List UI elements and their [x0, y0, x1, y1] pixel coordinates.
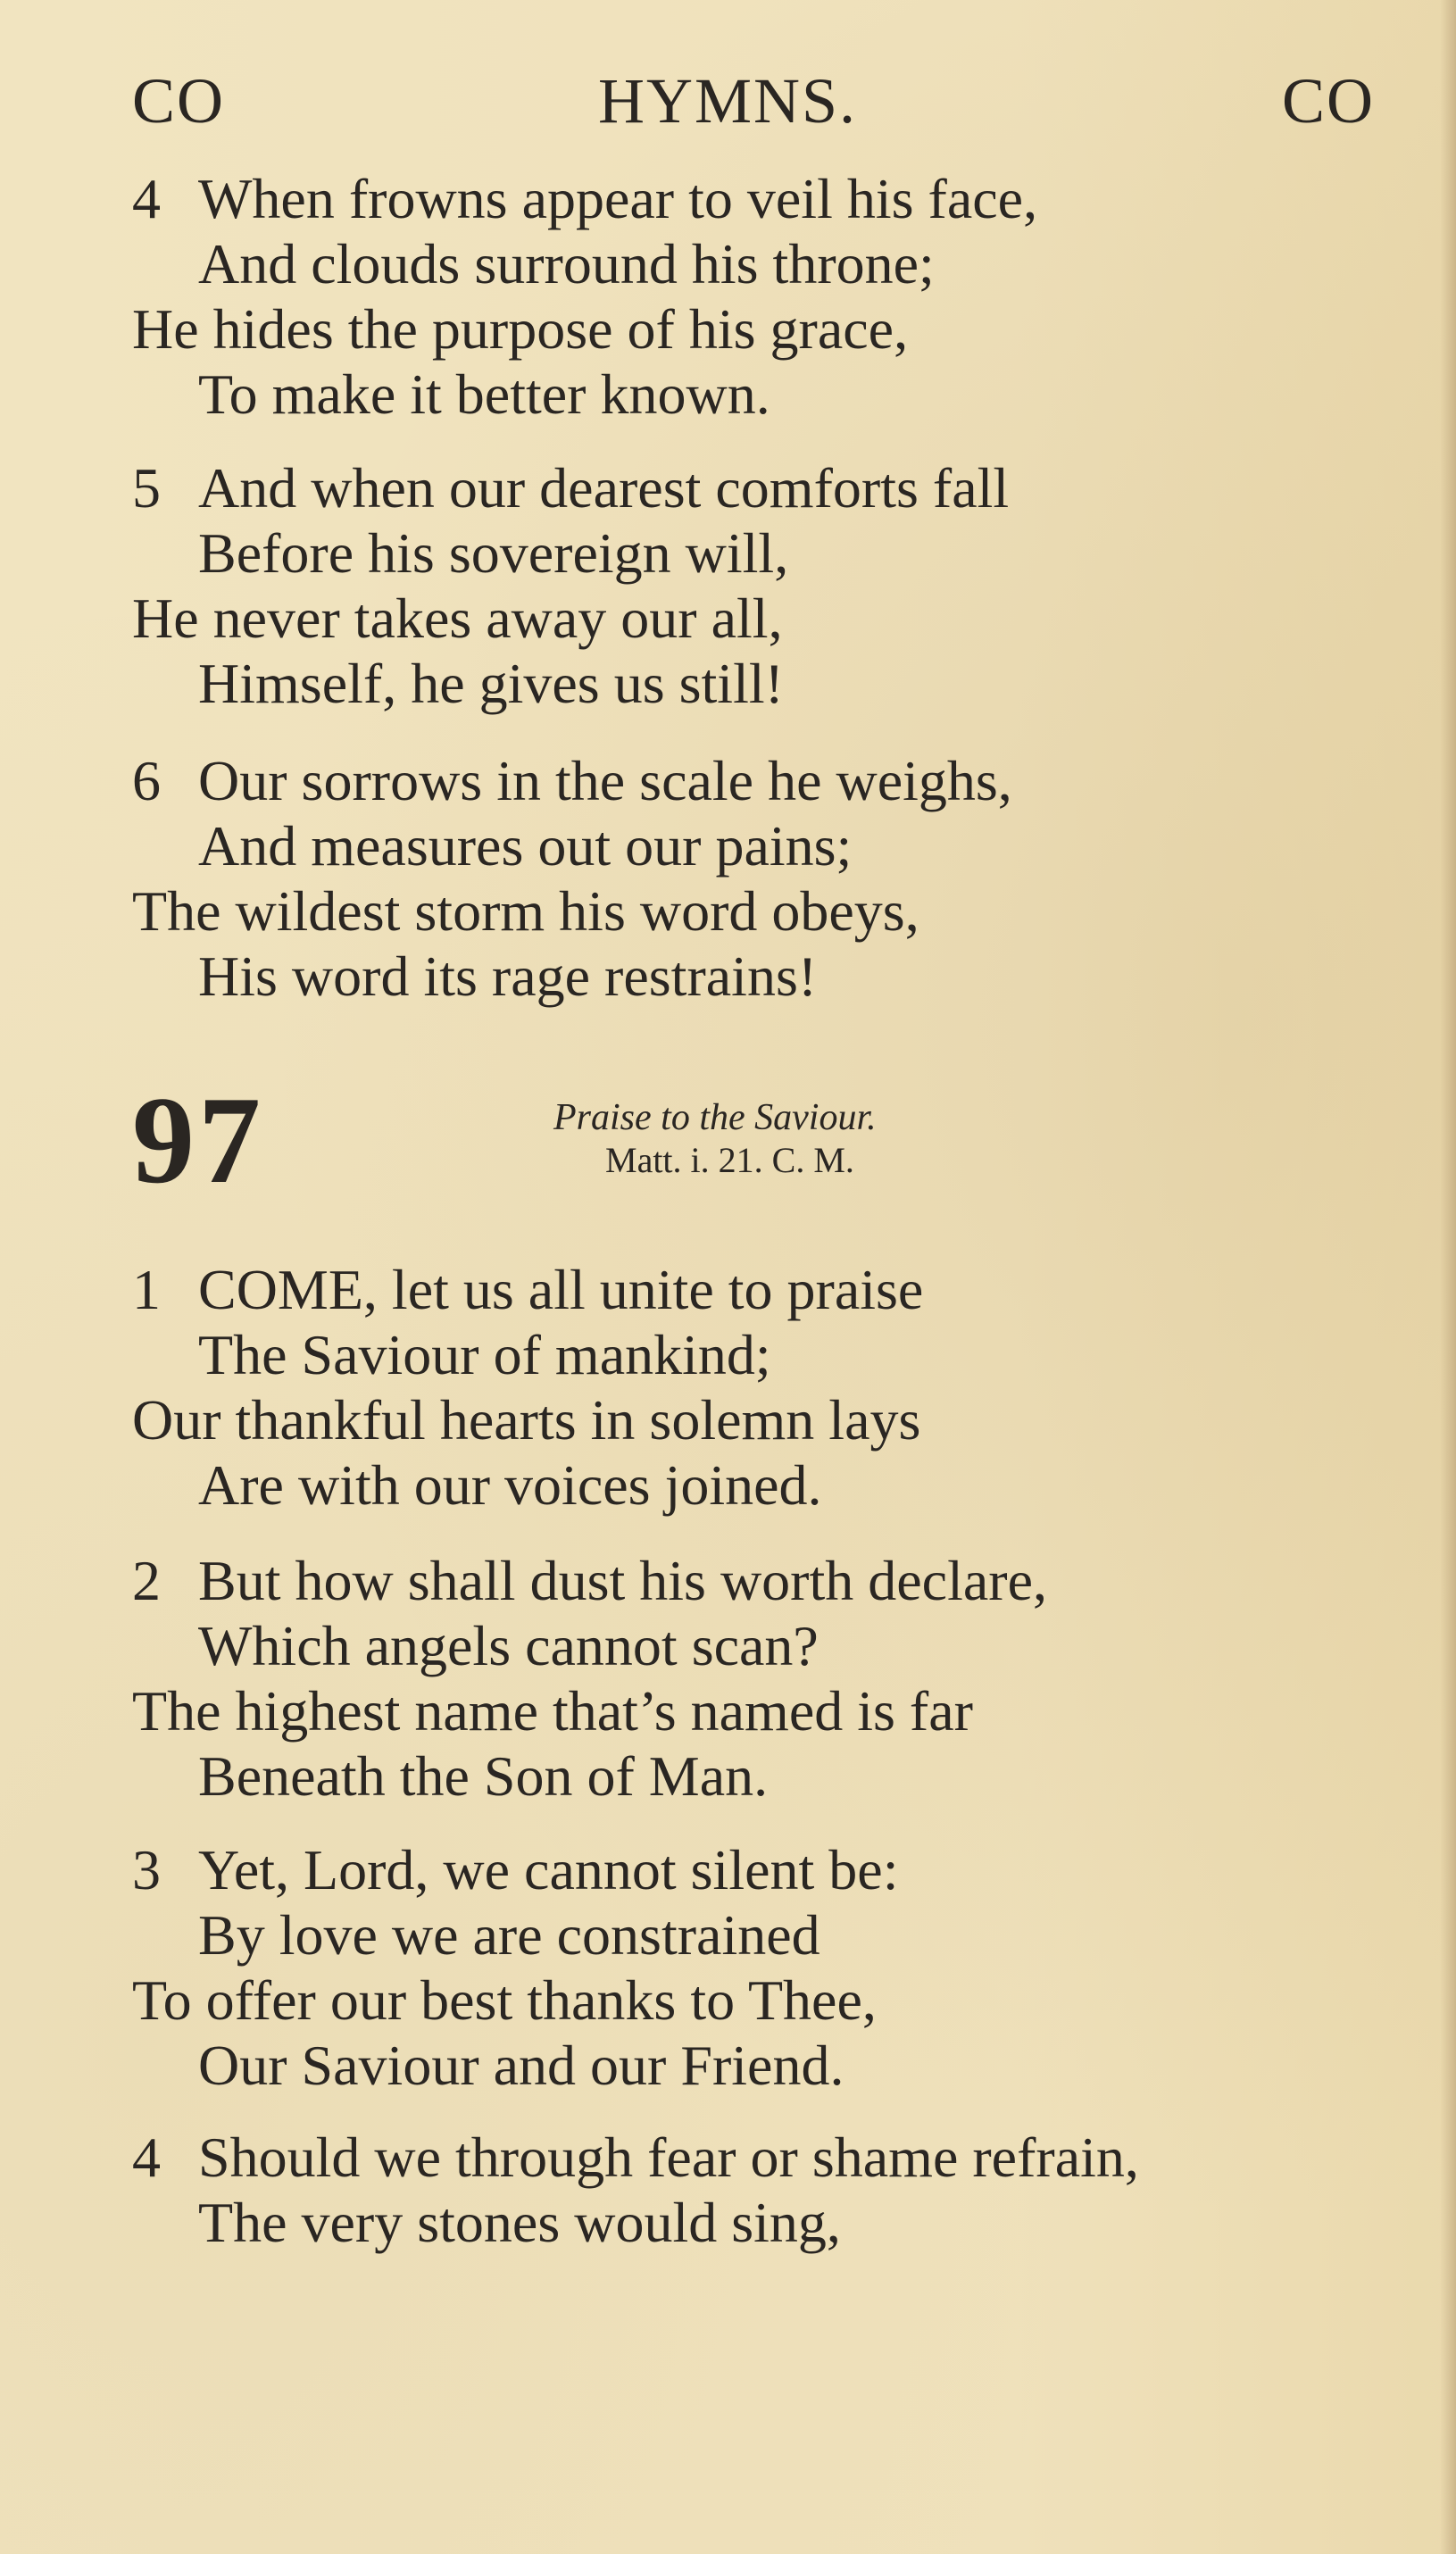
verse-number: 4	[132, 167, 161, 230]
verse-number: 5	[132, 456, 161, 520]
verse-bottom-3	[132, 1837, 1400, 2098]
verse-line-text: Our sorrows in the scale he weighs,	[198, 749, 1012, 812]
verse-line-text: His word its rage restrains!	[198, 944, 818, 1008]
verse-line-text: When frowns appear to veil his face,	[198, 167, 1038, 230]
verse-line	[132, 296, 1400, 362]
verse-number: 1	[132, 1258, 161, 1321]
verse-top-6	[132, 748, 1400, 1009]
verse-line	[132, 2125, 1400, 2190]
verse-line	[132, 1837, 1400, 1902]
verse-line-text: But how shall dust his worth declare,	[198, 1549, 1047, 1612]
verse-line	[132, 1743, 1400, 1809]
verse-line	[132, 1678, 1400, 1743]
verse-line	[132, 231, 1400, 296]
verse-line-text: Our thankful hearts in solemn lays	[132, 1388, 921, 1452]
verse-line-text: Before his sovereign will,	[198, 521, 789, 585]
hymn-reference-meter: Matt. i. 21. C. M.	[605, 1140, 854, 1180]
verse-line-text: Himself, he gives us still!	[198, 652, 784, 715]
verse-line	[132, 455, 1400, 520]
verse-line-text: And when our dearest comforts fall	[198, 456, 1010, 520]
verse-line	[132, 1322, 1400, 1387]
verse-line	[132, 813, 1400, 878]
verse-line	[132, 944, 1400, 1009]
header-right-guide: CO	[1281, 65, 1375, 137]
verse-line	[132, 1452, 1400, 1518]
verse-line-text: The wildest storm his word obeys,	[132, 879, 919, 943]
verse-number: 2	[132, 1549, 161, 1612]
hymn-number: 97	[132, 1071, 264, 1210]
verse-line-text: He hides the purpose of his grace,	[132, 297, 909, 361]
verse-bottom-2	[132, 1548, 1400, 1809]
verse-number: 4	[132, 2126, 161, 2189]
hymn-heading	[132, 1071, 1248, 1210]
verse-line-text: To offer our best thanks to Thee,	[132, 1968, 877, 2032]
header-left-guide: CO	[132, 65, 226, 137]
verse-line	[132, 748, 1400, 813]
verse-number: 6	[132, 749, 161, 812]
verse-line-text: The very stones would sing,	[198, 2191, 841, 2254]
verse-line-text: The highest name that’s named is far	[132, 1679, 973, 1743]
verse-line-text: Are with our voices joined.	[198, 1453, 822, 1517]
verse-line-text: COME, let us all unite to praise	[198, 1258, 924, 1321]
verse-line	[132, 166, 1400, 231]
verse-top-4	[132, 166, 1400, 427]
verse-line-text: He never takes away our all,	[132, 587, 783, 650]
verse-line	[132, 2033, 1400, 2098]
verse-line	[132, 520, 1400, 586]
verse-number: 3	[132, 1838, 161, 1901]
verse-line	[132, 2190, 1400, 2255]
verse-line	[132, 362, 1400, 427]
verse-line-text: Beneath the Son of Man.	[198, 1744, 769, 1808]
verse-line-text: To make it better known.	[198, 362, 770, 426]
verse-line	[132, 1548, 1400, 1613]
verse-line-text: Yet, Lord, we cannot silent be:	[198, 1838, 899, 1901]
page-edge-shadow	[1440, 0, 1456, 2554]
verse-line	[132, 586, 1400, 651]
header-title: HYMNS.	[598, 65, 858, 137]
verse-line-text: And clouds surround his throne;	[198, 232, 935, 295]
verse-line-text: Should we through fear or shame refrain,	[198, 2126, 1139, 2189]
verse-line-text: The Saviour of mankind;	[198, 1323, 771, 1386]
verse-top-5	[132, 455, 1400, 716]
verse-line-text: By love we are constrained	[198, 1903, 820, 1967]
verse-line-text: And measures out our pains;	[198, 814, 853, 878]
verse-bottom-1	[132, 1257, 1400, 1518]
verse-line-text: Our Saviour and our Friend.	[198, 2034, 844, 2097]
verse-line	[132, 1967, 1400, 2033]
verse-line	[132, 1257, 1400, 1322]
verse-line	[132, 1613, 1400, 1678]
verse-line	[132, 878, 1400, 944]
hymn-title: Praise to the Saviour.	[553, 1097, 877, 1138]
verse-line	[132, 651, 1400, 716]
verse-line	[132, 1387, 1400, 1452]
verse-line	[132, 1902, 1400, 1967]
verse-bottom-4	[132, 2125, 1400, 2255]
running-header	[132, 61, 1375, 141]
verse-line-text: Which angels cannot scan?	[198, 1614, 819, 1677]
